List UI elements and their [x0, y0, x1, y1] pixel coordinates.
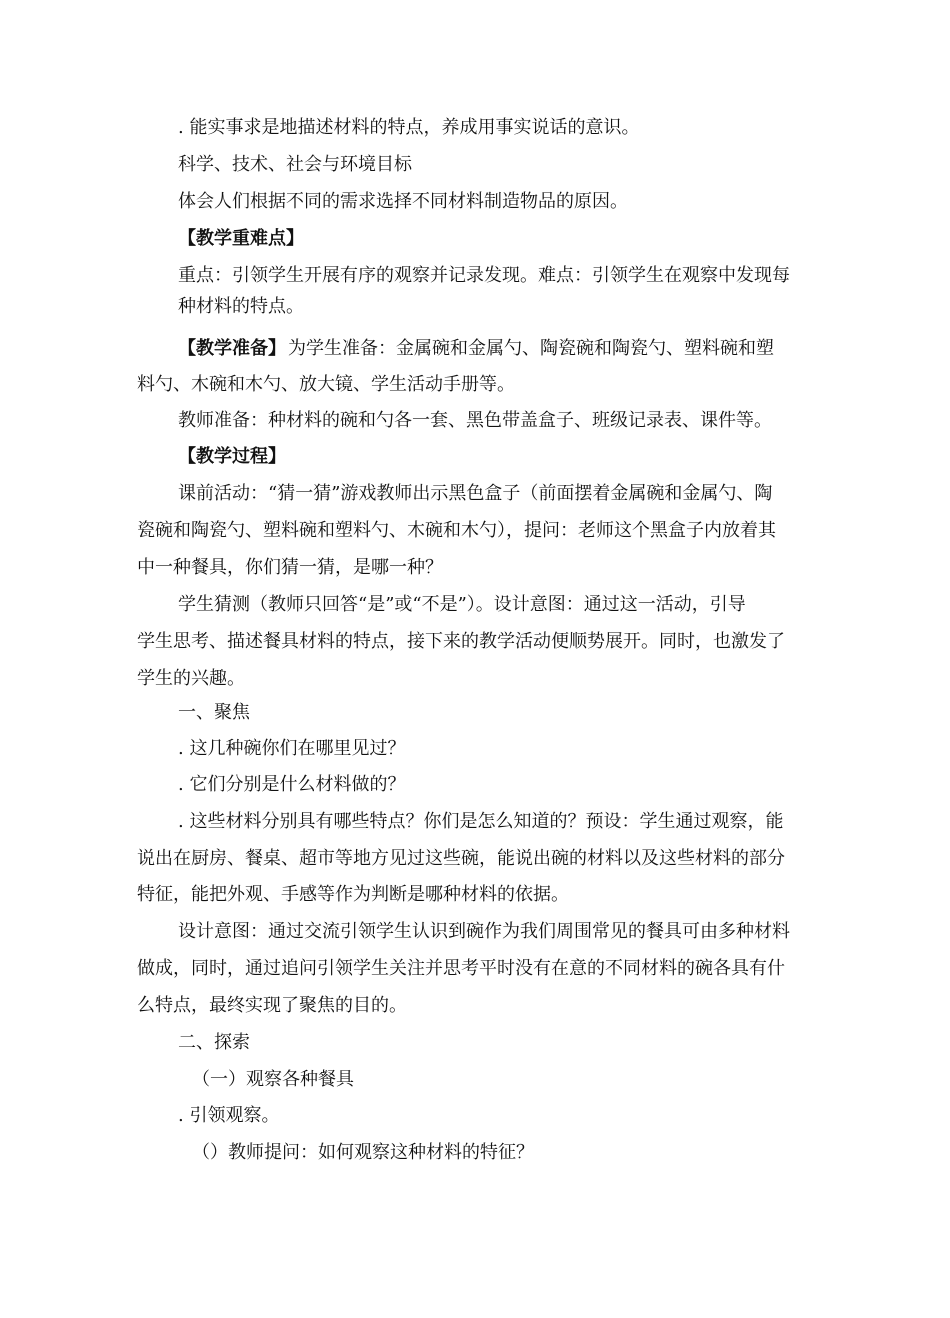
paragraph-line: 为学生准备：金属碗和金属勺、陶瓷碗和陶瓷勺、塑料碗和塑	[288, 338, 774, 359]
process-heading: 【教学过程】	[178, 446, 286, 467]
paragraph-line: 中一种餐具，你们猜一猜，是哪一种？	[137, 557, 443, 578]
list-item: . 它们分别是什么材料做的？	[178, 774, 406, 795]
preparation-heading: 【教学准备】	[178, 338, 286, 359]
section-heading: 二、探索	[178, 1032, 250, 1053]
paragraph-line: 么特点，最终实现了聚焦的目的。	[137, 995, 407, 1016]
list-item: . 这几种碗你们在哪里见过？	[178, 738, 406, 759]
list-item: （）教师提问：如何观察这种材料的特征？	[192, 1142, 534, 1163]
paragraph-line: 课前活动：“猜一猜”游戏教师出示黑色盒子（前面摆着金属碗和金属勺、陶	[178, 483, 773, 504]
paragraph-line: 学生的兴趣。	[137, 668, 245, 689]
paragraph-line: 瓷碗和陶瓷勺、塑料碗和塑料勺、木碗和木勺），提问：老师这个黑盒子内放着其	[137, 520, 776, 541]
subsection-heading: （一）观察各种餐具	[192, 1069, 354, 1090]
list-item: . 引领观察。	[178, 1105, 280, 1126]
paragraph-line: . 能实事求是地描述材料的特点，养成用事实说话的意识。	[178, 117, 640, 138]
paragraph-line: 学生猜测（教师只回答“是”或“不是”）。设计意图：通过这一活动，引导	[178, 594, 746, 615]
key-points-heading: 【教学重难点】	[178, 228, 304, 249]
section-heading: 一、聚焦	[178, 702, 250, 723]
paragraph-line: 设计意图：通过交流引领学生认识到碗作为我们周围常见的餐具可由多种材料	[178, 921, 790, 942]
list-item: . 这些材料分别具有哪些特点？你们是怎么知道的？预设：学生通过观察，能	[178, 811, 784, 832]
paragraph-line: 教师准备：种材料的碗和勺各一套、黑色带盖盒子、班级记录表、课件等。	[178, 410, 772, 431]
paragraph-line: 体会人们根据不同的需求选择不同材料制造物品的原因。	[178, 191, 628, 212]
paragraph-line: 种材料的特点。	[178, 296, 304, 317]
paragraph-line: 做成，同时，通过追问引领学生关注并思考平时没有在意的不同材料的碗各具有什	[137, 958, 785, 979]
paragraph-line: 特征，能把外观、手感等作为判断是哪种材料的依据。	[137, 884, 569, 905]
paragraph-line: 学生思考、描述餐具材料的特点，接下来的教学活动便顺势展开。同时，也激发了	[137, 631, 785, 652]
paragraph-line: 料勺、木碗和木勺、放大镜、学生活动手册等。	[137, 374, 515, 395]
paragraph-line: 说出在厨房、餐桌、超市等地方见过这些碗，能说出碗的材料以及这些材料的部分	[137, 848, 785, 869]
paragraph-line: 重点：引领学生开展有序的观察并记录发现。难点：引领学生在观察中发现每	[178, 265, 790, 286]
section-heading: 科学、技术、社会与环境目标	[178, 154, 412, 175]
